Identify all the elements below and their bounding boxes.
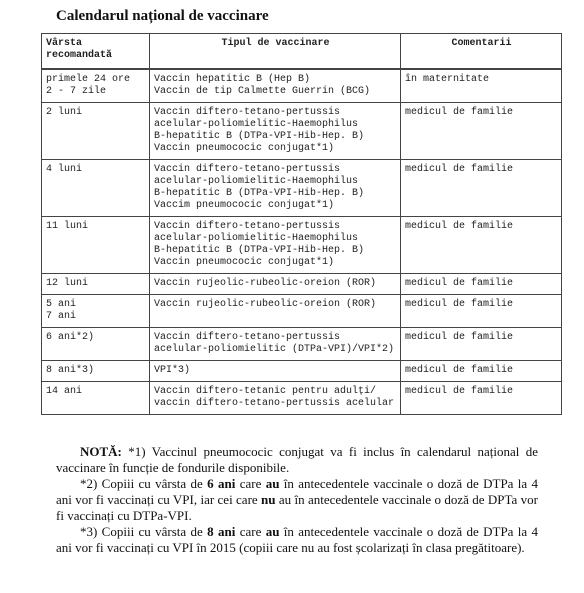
comment-cell bbox=[401, 160, 562, 217]
note-1 bbox=[56, 444, 538, 476]
age-cell-line: 4 luni bbox=[46, 164, 83, 175]
vaccine-type-cell bbox=[150, 295, 401, 328]
note-text: în antecedentele vaccinale o doză de DTPa la 4 ani vor fi vaccinați cu VPI, iar cei care bbox=[56, 476, 539, 507]
notes-section bbox=[56, 444, 538, 556]
table-row bbox=[42, 274, 562, 295]
table-header-row bbox=[42, 34, 562, 69]
table-row bbox=[42, 217, 562, 274]
table-row bbox=[42, 382, 562, 415]
note-emphasis: 8 ani bbox=[207, 524, 236, 539]
note-1-text: *1) Vaccinul pneumococic conjugat va fi inclus în calendarul național de vaccinare în funcție de fondurile disponibile. bbox=[56, 444, 538, 475]
vaccine-type-cell-line: acelular-poliomielitic-Haemophilus bbox=[154, 119, 359, 130]
comment-cell-line: medicul de familie bbox=[405, 386, 514, 397]
comment-cell-line: medicul de familie bbox=[405, 164, 514, 175]
header-age-line: recomandată bbox=[46, 50, 113, 61]
note-label: NOTĂ: bbox=[80, 444, 122, 459]
age-cell bbox=[42, 160, 150, 217]
note-text: *2) Copiii cu vârsta de bbox=[80, 476, 208, 491]
note-text: care bbox=[235, 524, 266, 539]
comment-cell bbox=[401, 274, 562, 295]
table-row bbox=[42, 70, 562, 103]
vaccination-schedule-table bbox=[41, 33, 562, 415]
table-row bbox=[42, 361, 562, 382]
vaccine-type-cell-line: Vaccim pneumococic conjugat*1) bbox=[154, 200, 335, 211]
vaccine-type-cell-line: acelular-poliomielitic-Haemophilus bbox=[154, 233, 359, 244]
vaccine-type-cell bbox=[150, 103, 401, 160]
vaccine-type-cell bbox=[150, 70, 401, 103]
vaccine-type-cell-line: Vaccin pneumococic conjugat*1) bbox=[154, 257, 335, 268]
vaccine-type-cell-line: vaccin diftero-tetano-pertussis acelular bbox=[154, 398, 395, 409]
comment-cell-line: medicul de familie bbox=[405, 332, 514, 343]
page-title: Calendarul național de vaccinare bbox=[56, 8, 269, 24]
age-cell-line: 12 luni bbox=[46, 278, 89, 289]
vaccine-type-cell-line: acelular-poliomielitic-Haemophilus bbox=[154, 176, 359, 187]
note-3 bbox=[56, 524, 538, 556]
comment-cell-line: medicul de familie bbox=[405, 107, 514, 118]
comment-cell bbox=[401, 103, 562, 160]
vaccine-type-cell-line: Vaccin pneumococic conjugat*1) bbox=[154, 143, 335, 154]
age-cell-line: 14 ani bbox=[46, 386, 83, 397]
vaccine-type-cell-line: Vaccin diftero-tetano-pertussis bbox=[154, 107, 341, 118]
note-2 bbox=[56, 476, 538, 524]
table-row bbox=[42, 295, 562, 328]
header-comments: Comentarii bbox=[401, 34, 562, 69]
vaccine-type-cell-line: Vaccin rujeolic-rubeolic-oreion (ROR) bbox=[154, 299, 377, 310]
note-text: *3) Copiii cu vârsta de bbox=[80, 524, 208, 539]
age-cell-line: 2 luni bbox=[46, 107, 83, 118]
vaccine-type-cell-line: Vaccin diftero-tetanic pentru adulți/ bbox=[154, 386, 377, 397]
age-cell bbox=[42, 382, 150, 415]
comment-cell-line: medicul de familie bbox=[405, 365, 514, 376]
comment-cell bbox=[401, 382, 562, 415]
vaccine-type-cell-line: Vaccin diftero-tetano-pertussis bbox=[154, 332, 341, 343]
age-cell bbox=[42, 217, 150, 274]
vaccine-type-cell bbox=[150, 160, 401, 217]
age-cell-line: 2 - 7 zile bbox=[46, 86, 107, 97]
vaccine-type-cell bbox=[150, 274, 401, 295]
header-type: Tipul de vaccinare bbox=[150, 34, 401, 69]
comment-cell-line: medicul de familie bbox=[405, 299, 514, 310]
vaccine-type-cell-line: acelular-poliomielitic (DTPa-VPI)/VPI*2) bbox=[154, 344, 395, 355]
age-cell-line: 11 luni bbox=[46, 221, 89, 232]
comment-cell bbox=[401, 328, 562, 361]
vaccine-type-cell-line: Vaccin de tip Calmette Guerrin (BCG) bbox=[154, 86, 371, 97]
note-emphasis: au bbox=[265, 476, 280, 491]
vaccine-type-cell-line: Vaccin diftero-tetano-pertussis bbox=[154, 221, 341, 232]
note-text: care bbox=[235, 476, 266, 491]
vaccine-type-cell-line: Vaccin hepatitic B (Hep B) bbox=[154, 74, 311, 85]
comment-cell bbox=[401, 361, 562, 382]
header-age bbox=[42, 34, 150, 69]
comment-cell-line: în maternitate bbox=[405, 74, 490, 85]
age-cell bbox=[42, 103, 150, 160]
vaccine-type-cell bbox=[150, 382, 401, 415]
comment-cell bbox=[401, 70, 562, 103]
table-row bbox=[42, 160, 562, 217]
age-cell bbox=[42, 274, 150, 295]
vaccine-type-cell-line: Vaccin rujeolic-rubeolic-oreion (ROR) bbox=[154, 278, 377, 289]
note-emphasis: au bbox=[265, 524, 280, 539]
note-emphasis: nu bbox=[261, 492, 276, 507]
comment-cell-line: medicul de familie bbox=[405, 221, 514, 232]
age-cell bbox=[42, 328, 150, 361]
age-cell bbox=[42, 295, 150, 328]
header-age-line: Vârsta bbox=[46, 38, 83, 49]
age-cell-line: 8 ani*3) bbox=[46, 365, 95, 376]
vaccine-type-cell-line: VPI*3) bbox=[154, 365, 191, 376]
age-cell bbox=[42, 361, 150, 382]
age-cell bbox=[42, 70, 150, 103]
vaccine-type-cell bbox=[150, 361, 401, 382]
comment-cell-line: medicul de familie bbox=[405, 278, 514, 289]
table-row bbox=[42, 328, 562, 361]
vaccine-type-cell-line: B-hepatitic B (DTPa-VPI-Hib-Hep. B) bbox=[154, 245, 365, 256]
note-text: în antecedentele vaccinale o doză de DTPa la 4 ani vor fi vaccinați cu VPI în 2015 (copiii care nu au fost școlarizați în clasa pregătitoare). bbox=[56, 524, 539, 555]
age-cell-line: 6 ani*2) bbox=[46, 332, 95, 343]
comment-cell bbox=[401, 217, 562, 274]
vaccine-type-cell-line: B-hepatitic B (DTPa-VPI-Hib-Hep. B) bbox=[154, 131, 365, 142]
comment-cell bbox=[401, 295, 562, 328]
vaccine-type-cell bbox=[150, 217, 401, 274]
note-emphasis: 6 ani bbox=[207, 476, 236, 491]
vaccine-type-cell bbox=[150, 328, 401, 361]
age-cell-line: 7 ani bbox=[46, 311, 77, 322]
note-text: au în antecedentele vaccinale o doză de DPTa vor fi vaccinați cu DTPa-VPI. bbox=[56, 492, 538, 523]
vaccine-type-cell-line: B-hepatitic B (DTPa-VPI-Hib-Hep. B) bbox=[154, 188, 365, 199]
vaccine-type-cell-line: Vaccin diftero-tetano-pertussis bbox=[154, 164, 341, 175]
table-row bbox=[42, 103, 562, 160]
age-cell-line: primele 24 ore bbox=[46, 74, 131, 85]
age-cell-line: 5 ani bbox=[46, 299, 77, 310]
